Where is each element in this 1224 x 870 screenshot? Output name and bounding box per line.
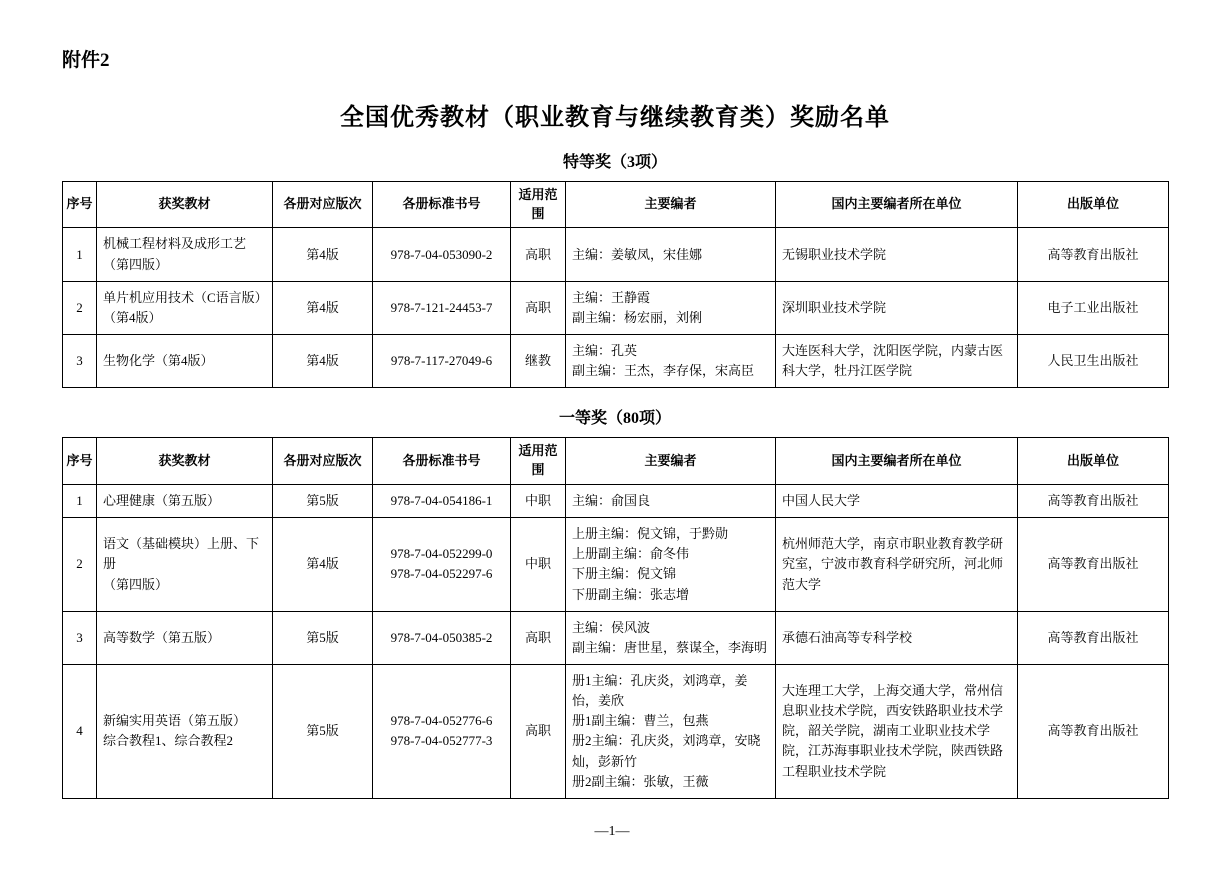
cell-edition: 第4版	[273, 228, 373, 281]
cell-editors	[566, 335, 776, 388]
cell-textbook	[97, 518, 273, 612]
cell-scope: 中职	[511, 518, 566, 612]
cell-line: 副主编：杨宏丽，刘俐	[572, 309, 703, 325]
section-heading-first-prize: 一等奖（80项）	[558, 410, 671, 428]
cell-line: 978-7-04-052297-6	[390, 566, 493, 582]
cell-line: 册2主编：孔庆炎，刘鸿章，安晓灿，彭新竹	[572, 733, 761, 769]
table-row	[63, 281, 1169, 334]
cell-line: 综合教程1、综合教程2	[103, 733, 234, 749]
column-header: 出版单位	[1018, 438, 1169, 485]
section-special-prize	[62, 149, 1168, 389]
cell-isbn	[373, 281, 511, 334]
cell-line: 高等数学（第五版）	[103, 629, 221, 645]
cell-line: （第四版）	[103, 256, 169, 272]
cell-institutions: 杭州师范大学，南京市职业教育教学研究室，宁波市教育科学研究所，河北师范大学	[776, 518, 1018, 612]
first-prize-table	[62, 437, 1169, 799]
cell-line: 上册副主编：俞冬伟	[572, 546, 690, 562]
table-row	[63, 611, 1169, 664]
cell-isbn	[373, 228, 511, 281]
cell-edition: 第4版	[273, 518, 373, 612]
cell-edition: 第5版	[273, 665, 373, 799]
cell-line: 下册主编：倪文锦	[572, 566, 677, 582]
cell-editors	[566, 281, 776, 334]
cell-line: 978-7-04-052776-6	[390, 713, 493, 729]
cell-edition: 第5版	[273, 485, 373, 518]
cell-line: 上册主编：倪文锦，于黔勋	[572, 526, 729, 542]
cell-publisher: 高等教育出版社	[1018, 665, 1169, 799]
page-number: —1—	[594, 824, 630, 839]
cell-line: 语文（基础模块）上册、下册	[103, 536, 260, 572]
cell-institutions: 大连医科大学，沈阳医学院，内蒙古医科大学，牡丹江医学院	[776, 335, 1018, 388]
cell-line: 主编：姜敏凤，宋佳娜	[572, 246, 703, 262]
cell-textbook	[97, 485, 273, 518]
cell-textbook	[97, 281, 273, 334]
cell-line: 主编：王静霞	[572, 289, 651, 305]
cell-seq: 3	[63, 611, 97, 664]
column-header: 序号	[63, 181, 97, 228]
cell-line: （第4版）	[103, 309, 162, 325]
column-header: 各册对应版次	[273, 181, 373, 228]
section-first-prize	[62, 405, 1168, 799]
cell-line: 生物化学（第4版）	[103, 353, 214, 369]
column-header: 序号	[63, 438, 97, 485]
cell-publisher: 高等教育出版社	[1018, 518, 1169, 612]
cell-line: 978-7-04-052299-0	[390, 546, 493, 562]
cell-line: 978-7-121-24453-7	[390, 299, 493, 315]
cell-line: 副主编：唐世星，蔡谋全，李海明	[572, 639, 768, 655]
cell-seq: 2	[63, 281, 97, 334]
cell-scope: 继教	[511, 335, 566, 388]
cell-scope: 高职	[511, 665, 566, 799]
cell-line: 主编：俞国良	[572, 493, 651, 509]
table-row	[63, 518, 1169, 612]
cell-line: 978-7-117-27049-6	[390, 353, 493, 369]
table-row	[63, 665, 1169, 799]
cell-seq: 3	[63, 335, 97, 388]
cell-line: 978-7-04-052777-3	[390, 733, 493, 749]
table-row	[63, 228, 1169, 281]
cell-seq: 1	[63, 228, 97, 281]
cell-publisher: 人民卫生出版社	[1018, 335, 1169, 388]
cell-line: 978-7-04-053090-2	[390, 246, 493, 262]
column-header: 获奖教材	[97, 438, 273, 485]
cell-line: 册2副主编：张敏，王薇	[572, 773, 709, 789]
cell-line: 册1副主编：曹兰，包燕	[572, 713, 709, 729]
cell-line: （第四版）	[103, 576, 169, 592]
cell-scope: 高职	[511, 281, 566, 334]
cell-isbn	[373, 485, 511, 518]
cell-line: 978-7-04-054186-1	[390, 493, 493, 509]
column-header: 各册对应版次	[273, 438, 373, 485]
table-header-row	[63, 438, 1169, 485]
cell-line: 978-7-04-050385-2	[390, 629, 493, 645]
cell-editors	[566, 485, 776, 518]
column-header: 国内主要编者所在单位	[776, 438, 1018, 485]
cell-line: 单片机应用技术（C语言版）	[103, 289, 268, 305]
cell-line: 下册副主编：张志增	[572, 586, 690, 602]
cell-editors	[566, 611, 776, 664]
cell-institutions: 大连理工大学，上海交通大学，常州信息职业技术学院，西安铁路职业技术学院，韶关学院，湖南工业职业技术学院，江苏海事职业技术学院，陕西铁路工程职业技术学院	[776, 665, 1018, 799]
section-heading-special-prize: 特等奖（3项）	[562, 153, 667, 171]
cell-seq: 2	[63, 518, 97, 612]
cell-edition: 第4版	[273, 335, 373, 388]
cell-scope: 高职	[511, 611, 566, 664]
column-header: 获奖教材	[97, 181, 273, 228]
cell-line: 主编：孔英	[572, 343, 638, 359]
cell-textbook	[97, 611, 273, 664]
column-header: 各册标准书号	[373, 438, 511, 485]
cell-publisher: 高等教育出版社	[1018, 485, 1169, 518]
cell-institutions: 中国人民大学	[776, 485, 1018, 518]
cell-publisher: 高等教育出版社	[1018, 228, 1169, 281]
cell-isbn	[373, 665, 511, 799]
cell-textbook	[97, 665, 273, 799]
cell-seq: 4	[63, 665, 97, 799]
table-row	[63, 485, 1169, 518]
column-header: 适用范围	[511, 181, 566, 228]
cell-line: 主编：侯风波	[572, 619, 651, 635]
column-header: 适用范围	[511, 438, 566, 485]
special-prize-table	[62, 181, 1169, 389]
cell-seq: 1	[63, 485, 97, 518]
column-header: 出版单位	[1018, 181, 1169, 228]
page-title: 全国优秀教材（职业教育与继续教育类）奖励名单	[340, 104, 890, 131]
cell-isbn	[373, 611, 511, 664]
cell-publisher: 电子工业出版社	[1018, 281, 1169, 334]
attachment-label: 附件2	[62, 50, 110, 71]
cell-line: 副主编：王杰，李存保，宋高臣	[572, 363, 755, 379]
cell-line: 心理健康（第五版）	[103, 493, 221, 509]
cell-institutions: 深圳职业技术学院	[776, 281, 1018, 334]
column-header: 主要编者	[566, 438, 776, 485]
cell-textbook	[97, 335, 273, 388]
column-header: 国内主要编者所在单位	[776, 181, 1018, 228]
table-header-row	[63, 181, 1169, 228]
cell-institutions: 承德石油高等专科学校	[776, 611, 1018, 664]
cell-edition: 第4版	[273, 281, 373, 334]
cell-line: 新编实用英语（第五版）	[103, 713, 247, 729]
cell-editors	[566, 228, 776, 281]
cell-line: 机械工程材料及成形工艺	[103, 236, 247, 252]
table-row	[63, 335, 1169, 388]
cell-textbook	[97, 228, 273, 281]
cell-isbn	[373, 518, 511, 612]
column-header: 各册标准书号	[373, 181, 511, 228]
cell-publisher: 高等教育出版社	[1018, 611, 1169, 664]
cell-scope: 中职	[511, 485, 566, 518]
cell-editors	[566, 518, 776, 612]
column-header: 主要编者	[566, 181, 776, 228]
cell-line: 册1主编：孔庆炎，刘鸿章，姜怡，姜欣	[572, 673, 748, 709]
cell-edition: 第5版	[273, 611, 373, 664]
cell-scope: 高职	[511, 228, 566, 281]
cell-isbn	[373, 335, 511, 388]
cell-editors	[566, 665, 776, 799]
cell-institutions: 无锡职业技术学院	[776, 228, 1018, 281]
